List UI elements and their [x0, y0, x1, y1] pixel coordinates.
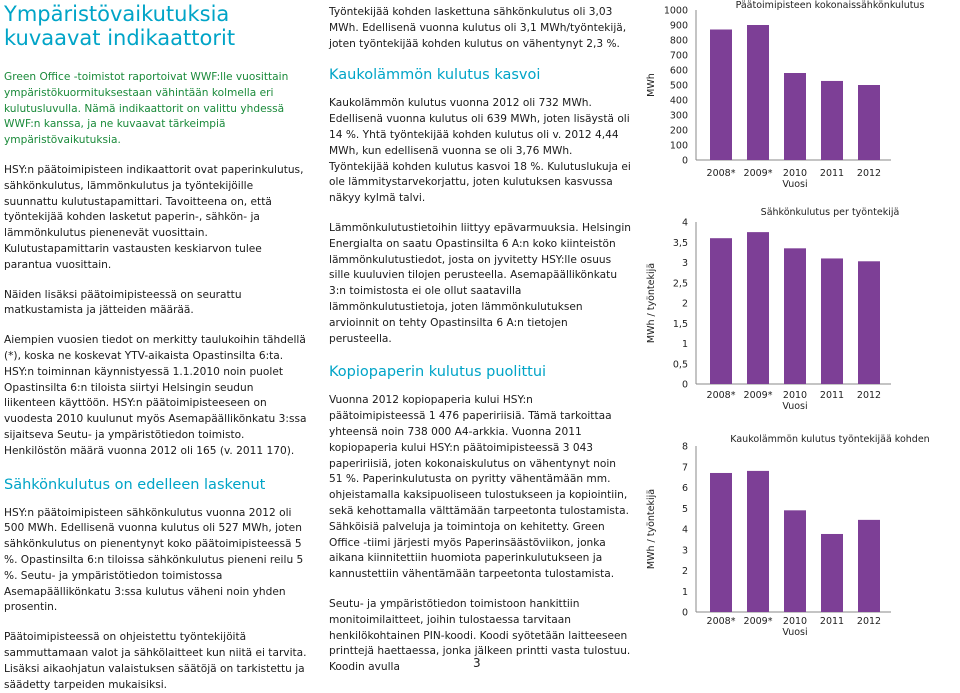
y-tick-label: 0,5: [672, 359, 688, 371]
bar-2009-star: [747, 471, 769, 612]
y-tick-label: 5: [681, 503, 688, 515]
y-tick-label: 2,5: [672, 278, 688, 290]
bar-2012: [858, 261, 880, 384]
charts-area: [640, 0, 960, 671]
page-number: 3: [473, 656, 481, 670]
y-tick-label: 3,5: [672, 237, 688, 249]
x-tick-label: 2008*: [706, 390, 736, 401]
printer-paragraph: Seutu- ja ympäristötiedon toimistoon hankittiin monitoimilaitteet, joihin tulostaessa tarvitaan henkilökohtainen PIN-koodi. Koodi syötetään laitteeseen printtejä haettaessa, jonka jälkeen printti vasta tulostuu. Koodin avulla: [329, 597, 631, 674]
bar-2008-star: [710, 473, 732, 612]
heat-uncertainty-paragraph: Lämmönkulutustietoihin liittyy epävarmuuksia. Helsingin Energialta on saatu Opastinsilta 6 A:n koko kiinteistön lämmönkulutustiedot, josta on jyvitetty HSY:lle osuus sille kuuluvien tilojen perusteella. Asemapäällikönkatu 3:n toimistosta ei ole ollut saatavilla lämmönkulutustietoja, joten lämmönkulutuksen arvioinnit on tehty Opastinsilta 6 A:n tietojen perusteella.: [329, 221, 631, 345]
x-tick-label: 2008*: [706, 168, 736, 179]
per-employee-paragraph: Työntekijää kohden laskettuna sähkönkulutus oli 3,03 MWh. Edellisenä vuonna kulutus oli 3,1 MWh/työntekijä, joten työntekijää kohden kulutus on vähentynyt 2,3 %.: [329, 6, 627, 50]
bar-2011: [821, 81, 843, 160]
x-tick-label-line: Vuosi: [782, 179, 808, 190]
page-title: Ympäristövaikutuksia kuvaavat indikaattorit: [4, 2, 236, 50]
x-tick-label-line: Vuosi: [782, 401, 808, 412]
x-tick-label: 2012: [856, 390, 882, 401]
paper-paragraph: Vuonna 2012 kopiopaperia kului HSY:n päätoimipisteessä 1 476 papeririisiä. Tämä tarkoittaa yhteensä noin 738 000 A4-arkkia. Vuonna 2011 kopiopaperia kului HSY:n päätoimipisteessä 3 043 papeririisiä, joten kokonaiskulutus on vähentynyt noin 51 %. Paperinkulutusta on pyritty vähentämään mm. ohjeistamalla kaksipuoliseen tulostukseen ja kopiointiin, sekä kehottamalla välttämään tarpeetonta tulostamista. Sähköisiä palveluja ja toimintoja on kehitetty. Green Office -tiimi järjesti myös Paperinsäästöviikon, jonka aikana kiinnitettiin huomiota paperinkulutukseen ja kannustettiin vähentämään tarpeetonta tulostamista.: [329, 394, 629, 581]
y-tick-label: 300: [669, 110, 688, 122]
indicators-paragraph: HSY:n päätoimipisteen indikaattorit ovat paperinkulutus, sähkönkulutus, lämmönkulutus ja työntekijöille suunnattu kulutustapamittari. Tavoitteena on, että työntekijää kohden lasketut paperin-, sähkön- ja lämmönkulutus pienenevät vuosittain. Kulutustapamittarin vastausten keskiarvon tulee parantua vuosittain.: [4, 163, 304, 271]
x-tick-label: 2009*: [743, 168, 773, 179]
x-tick-label: 2009*: [743, 616, 773, 627]
y-tick-label: 8: [681, 441, 688, 453]
chart-title: Sähkönkulutus per työntekijä: [760, 207, 900, 218]
y-tick-label: 200: [669, 125, 688, 137]
bar-2011: [821, 258, 843, 384]
lighting-paragraph: Päätoimipisteessä on ohjeistettu työntekijöitä sammuttamaan valot ja sähkölaitteet kun niitä ei tarvita. Lisäksi aikaohjatun valaistuksen säätöjä on tarkistettu ja säädetty tarpeiden mukaisiksi.: [4, 631, 307, 691]
x-tick-label: 2011: [819, 168, 845, 179]
chart-title: Päätoimipisteen kokonaissähkönkulutus: [735, 0, 925, 11]
x-tick-label: [782, 616, 807, 638]
bar-2010: [784, 73, 806, 160]
y-tick-label: 1: [681, 339, 688, 350]
bar-2010: [784, 510, 806, 612]
bar-2008-star: [710, 30, 732, 161]
history-paragraph: Aiempien vuosien tiedot on merkitty taulukoihin tähdellä (*), koska ne koskevat YTV-aikaista Opastinsilta 6:ta. HSY:n toiminnan käynnistyessä 1.1.2010 noin puolet Opastinsilta 6:n tiloista siirtyi Helsingin seudun liikenteen käyttöön. HSY:n päätoimipisteeseen on vuodesta 2010 kuulunut myös Asemapäällikönkatu 3:ssa sijaitseva Seutu- ja ympäristötiedon toimisto. Henkilöstön määrä vuonna 2012 oli 165 (v. 2011 170).: [4, 334, 307, 457]
y-tick-label: 3: [681, 545, 688, 557]
bar-2011: [821, 534, 843, 612]
bar-2008-star: [710, 238, 732, 384]
bar-2012: [858, 520, 880, 612]
y-tick-label: 6: [681, 483, 688, 494]
y-tick-label: 7: [681, 462, 688, 474]
electricity-paragraph: HSY:n päätoimipisteen sähkönkulutus vuonna 2012 oli 500 MWh. Edellisenä vuonna kulutus oli 527 MWh, joten sähkönkulutus on pienentynyt koko päätoimipisteessä 5 %. Opastinsilta 6:n tiloissa sähkönkulutus pieneni reilu 5 %. Seutu- ja ympäristötiedon toimistossa Asemapäällikönkatu 3:ssa kulutus väheni noin yhden prosentin.: [4, 506, 304, 614]
bar-2012: [858, 85, 880, 160]
y-axis-label: MWh / työntekijä: [646, 262, 657, 344]
heat-paragraph: Kaukolämmön kulutus vuonna 2012 oli 732 MWh. Edellisenä vuonna kulutus oli 639 MWh, joten lisäystä oli 14 %. Yhtä työntekijää kohden kulutus oli v. 2012 4,44 MWh, kun edellisenä vuonna se oli 3,76 MWh. Työntekijää kohden kulutus kasvoi 18 %. Kulutuslukuja ei ole lämmitystarvekorjattu, joten kulutuksen kasvussa näkyy kylmä talvi.: [329, 97, 631, 205]
section-heading-electricity: Sähkönkulutus on edelleen laskenut: [4, 476, 266, 493]
y-axis-label: MWh: [646, 73, 657, 97]
y-tick-label: 600: [669, 65, 688, 77]
y-tick-label: 100: [669, 140, 688, 152]
y-tick-label: 0: [681, 155, 688, 167]
intro-paragraph: Green Office -toimistot raportoivat WWF:lle vuosittain ympäristökuormituksestaan vähintään kolmella eri kulutusluvulla. Nämä indikaattorit on valittu yhdessä WWF:n kanssa, ja ne kuvaavat tärkeimpiä ympäristövaikutuksia.: [4, 71, 289, 147]
x-tick-label: 2012: [856, 168, 882, 179]
y-tick-label: 700: [669, 50, 688, 62]
x-tick-label: 2011: [819, 616, 845, 627]
y-tick-label: 0: [681, 379, 688, 391]
y-tick-label: 4: [681, 524, 688, 536]
y-tick-label: 2: [681, 566, 688, 577]
y-tick-label: 2: [681, 298, 688, 310]
x-tick-label-line: 2010: [782, 616, 808, 627]
chart-title: Kaukolämmön kulutus työntekijää kohden: [730, 434, 930, 445]
y-tick-label: 800: [669, 35, 688, 47]
y-tick-label: 400: [669, 95, 688, 107]
y-tick-label: 1: [681, 586, 688, 598]
x-tick-label: [782, 390, 807, 412]
bar-2009-star: [747, 25, 769, 160]
x-tick-label: 2009*: [743, 390, 773, 401]
x-tick-label: 2008*: [706, 616, 736, 627]
y-tick-label: 4: [681, 217, 688, 229]
bar-2009-star: [747, 232, 769, 384]
y-tick-label: 900: [669, 20, 688, 32]
x-tick-label-line: 2010: [782, 390, 808, 401]
section-heading-paper: Kopiopaperin kulutus puolittui: [329, 364, 547, 381]
y-tick-label: 500: [669, 80, 688, 92]
y-tick-label: 0: [681, 607, 688, 619]
y-axis-label: MWh / työntekijä: [646, 488, 657, 570]
y-tick-label: 1,5: [672, 318, 688, 330]
x-tick-label-line: Vuosi: [782, 627, 808, 638]
bar-2010: [784, 248, 806, 384]
x-tick-label: [782, 168, 807, 190]
section-heading-heat: Kaukolämmön kulutus kasvoi: [329, 67, 541, 84]
travel-waste-paragraph: Näiden lisäksi päätoimipisteessä on seurattu matkustamista ja jätteiden määrää.: [4, 288, 242, 317]
left-column: [4, 0, 308, 693]
x-tick-label-line: 2010: [782, 168, 808, 179]
x-tick-label: 2012: [856, 616, 882, 627]
y-tick-label: 1000: [663, 5, 688, 17]
middle-column: [329, 0, 631, 676]
x-tick-label: 2011: [819, 390, 845, 401]
y-tick-label: 3: [681, 258, 688, 269]
